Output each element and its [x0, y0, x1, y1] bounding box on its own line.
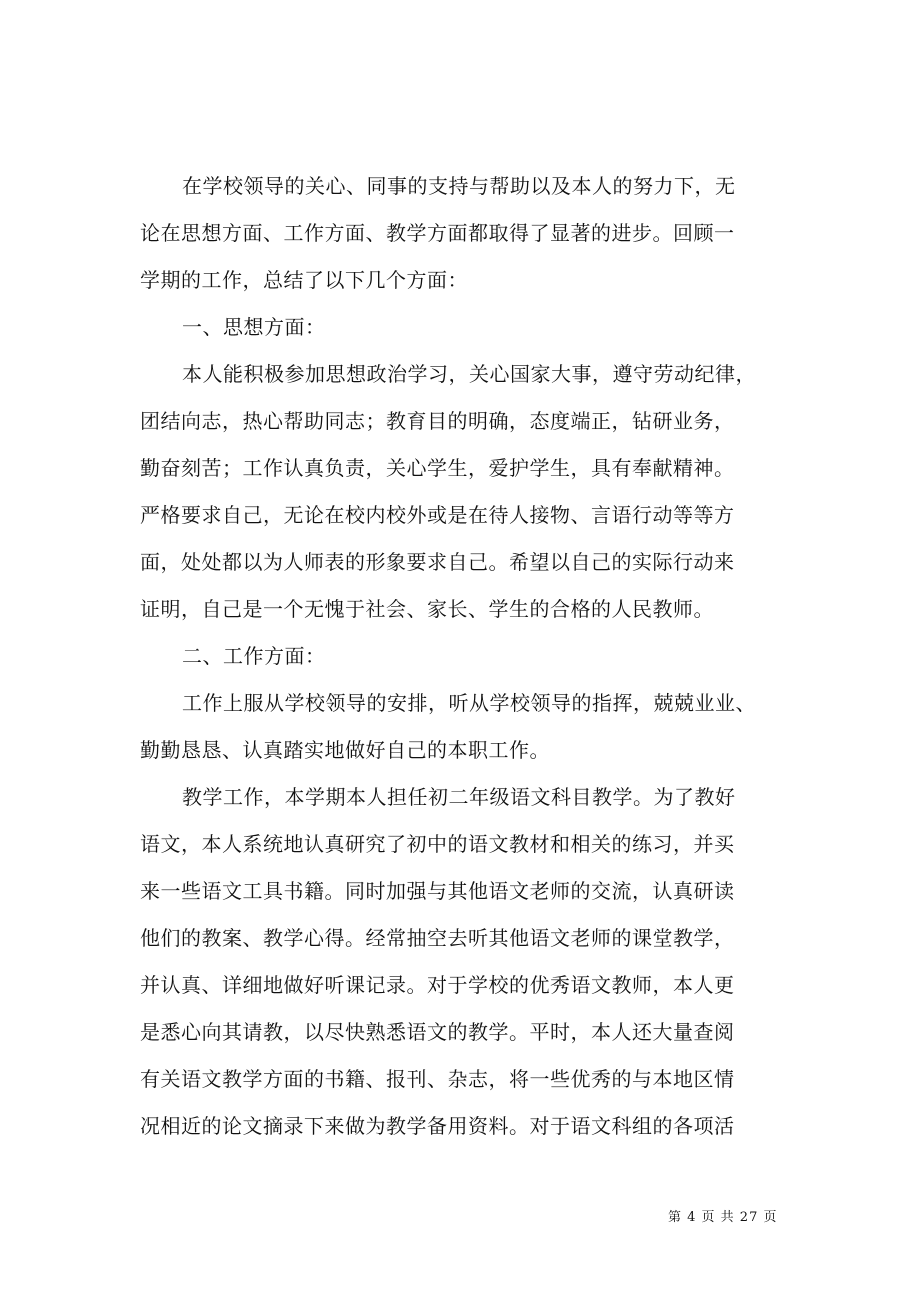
paragraph-line: 在学校领导的关心、同事的支持与帮助以及本人的努力下，无 [182, 174, 736, 198]
paragraph-line: 学期的工作，总结了以下几个方面： [140, 268, 468, 292]
section-heading: 一、思想方面： [182, 315, 326, 339]
page-number: 第 4 页 共 27 页 [668, 1210, 778, 1225]
paragraph-line: 严格要求自己，无论在校内校外或是在待人接物、言语行动等等方 [140, 503, 735, 527]
paragraph-line: 团结向志，热心帮助同志；教育目的明确，态度端正，钻研业务， [140, 409, 735, 433]
paragraph-line: 有关语文教学方面的书籍、报刊、杂志，将一些优秀的与本地区情 [140, 1067, 735, 1091]
paragraph-line: 语文，本人系统地认真研究了初中的语文教材和相关的练习，并买 [140, 832, 735, 856]
paragraph-line: 勤奋刻苦；工作认真负责，关心学生，爱护学生，具有奉献精神。 [140, 456, 735, 480]
paragraph-line: 况相近的论文摘录下来做为教学备用资料。对于语文科组的各项活 [140, 1114, 735, 1138]
paragraph-line: 工作上服从学校领导的安排，听从学校领导的指挥，兢兢业业、 [182, 691, 756, 715]
paragraph-line: 他们的教案、教学心得。经常抽空去听其他语文老师的课堂教学， [140, 926, 735, 950]
paragraph-line: 并认真、详细地做好听课记录。对于学校的优秀语文教师，本人更 [140, 973, 735, 997]
document-body [140, 163, 780, 1150]
paragraph-line: 面，处处都以为人师表的形象要求自己。希望以自己的实际行动来 [140, 550, 735, 574]
paragraph-line: 证明，自己是一个无愧于社会、家长、学生的合格的人民教师。 [140, 597, 714, 621]
section-heading: 二、工作方面： [182, 644, 326, 668]
paragraph-line: 勤勤恳恳、认真踏实地做好自己的本职工作。 [140, 738, 550, 762]
paragraph-line: 来一些语文工具书籍。同时加强与其他语文老师的交流，认真研读 [140, 879, 735, 903]
paragraph-line: 教学工作，本学期本人担任初二年级语文科目教学。为了教好 [182, 785, 736, 809]
paragraph-line: 是悉心向其请教，以尽快熟悉语文的教学。平时，本人还大量查阅 [140, 1020, 735, 1044]
paragraph-line: 本人能积极参加思想政治学习，关心国家大事，遵守劳动纪律， [182, 362, 756, 386]
paragraph-line: 论在思想方面、工作方面、教学方面都取得了显著的进步。回顾一 [140, 221, 735, 245]
